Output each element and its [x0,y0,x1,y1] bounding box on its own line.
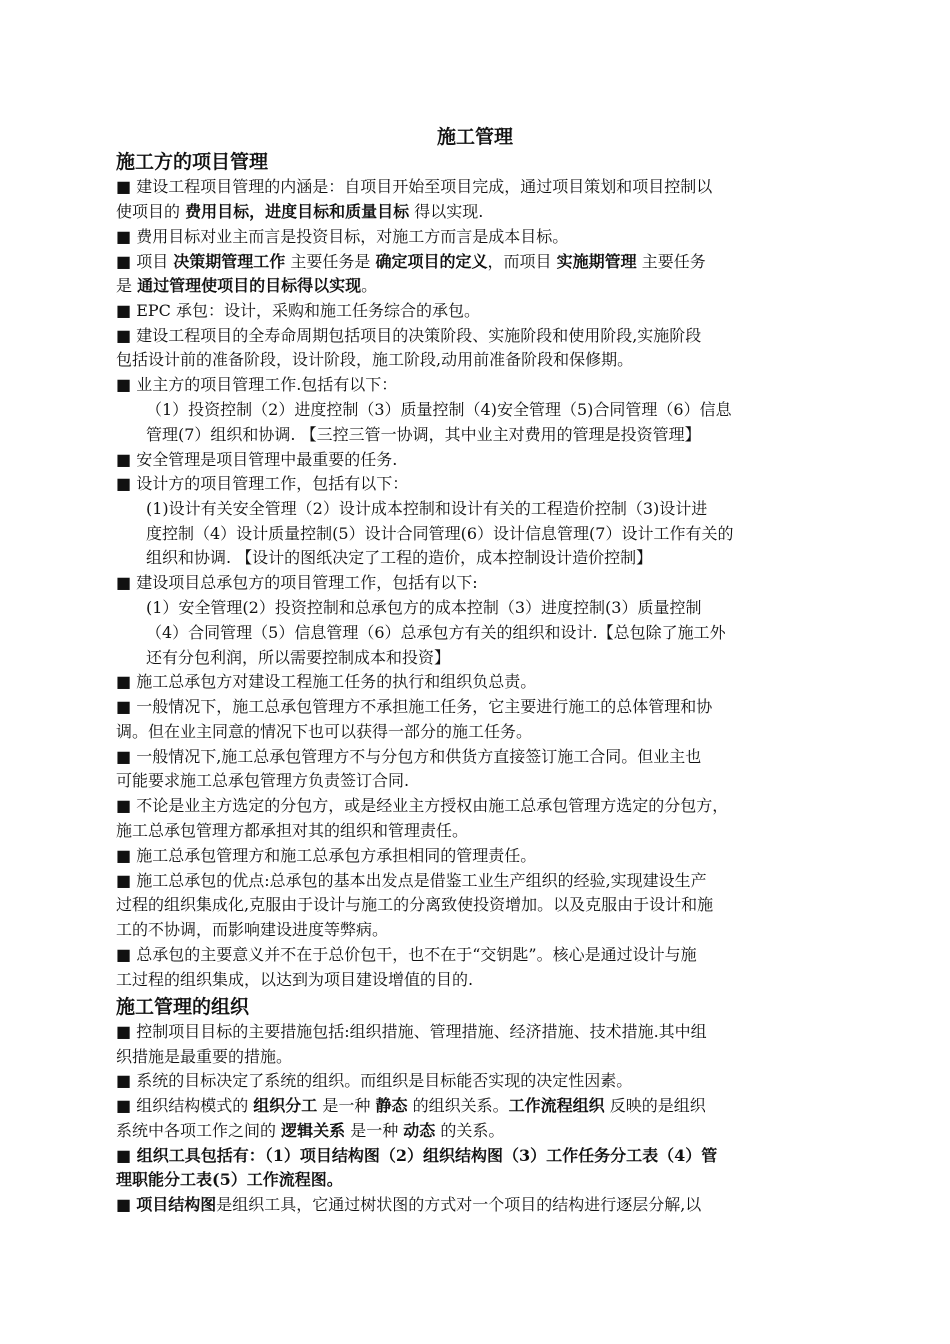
bold-text: 静态 [375,1096,408,1115]
paragraph-line: ■ 一般情况下，施工总承包管理方不承担施工任务，它主要进行施工的总体管理和协 [116,697,713,716]
list-item-line: （1）投资控制（2）进度控制（3）质量控制（4)安全管理（5)合同管理（6）信息 [146,400,732,419]
text-run: 的关系。 [435,1121,505,1140]
paragraph-line: ■ 安全管理是项目管理中最重要的任务. [116,450,398,469]
text-run: 的组织关系。 [407,1096,509,1115]
text-run: 反映的是组织 [604,1096,706,1115]
bold-text: 动态 [403,1121,436,1140]
text-run: 系统中各项工作之间的 [116,1121,282,1140]
section-heading-contractor-project-management: 施工方的项目管理 [116,151,269,173]
paragraph-line: 调。但在业主同意的情况下也可以获得一部分的施工任务。 [116,722,533,741]
paragraph-line-bold: ■ 组织工具包括有：（1）项目结构图（2）组织结构图（3）工作任务分工表（4）管 [116,1146,718,1165]
list-item-line: 还有分包利润，所以需要控制成本和投资】 [146,648,451,667]
paragraph-line: ■ 控制项目目标的主要措施包括:组织措施、管理措施、经济措施、技术措施.其中组 [116,1022,707,1041]
text-run: 是一种 [317,1096,376,1115]
paragraph-line: ■ 系统的目标决定了系统的组织。而组织是目标能否实现的决定性因素。 [116,1071,633,1090]
bold-text: 实施期管理 [556,252,637,271]
paragraph-line [116,1094,706,1118]
paragraph-line: ■ 建设工程项目管理的内涵是：自项目开始至项目完成，通过项目策划和项目控制以 [116,177,713,196]
paragraph-line: 工的不协调，而影响建设进度等弊病。 [116,920,389,939]
list-item-line: （4）合同管理（5）信息管理（6）总承包方有关的组织和设计.【总包除了施工外 [146,623,726,642]
bold-text: 费用目标，进度目标和质量目标 [185,202,410,221]
paragraph-line [116,250,706,274]
paragraph-line: ■ 施工总承包方对建设工程施工任务的执行和组织负总责。 [116,672,537,691]
bold-text: 逻辑关系 [281,1121,346,1140]
text-run: ■ 项目 [116,252,174,271]
bold-text: 确定项目的定义 [375,252,488,271]
section-heading-construction-organization: 施工管理的组织 [116,996,250,1018]
paragraph-line: ■ 设计方的项目管理工作，包括有以下： [116,474,409,493]
paragraph-line: ■ 费用目标对业主而言是投资目标，对施工方而言是成本目标。 [116,227,569,246]
bold-text: 通过管理使项目的目标得以实现 [137,276,362,295]
text-run: ■ [116,1195,137,1214]
list-item-line: 度控制（4）设计质量控制(5）设计合同管理(6）设计信息管理(7）设计工作有关的 [146,524,734,543]
text-run: 得以实现. [409,202,484,221]
text-run: ■ 组织结构模式的 [116,1096,254,1115]
text-run: 使项目的 [116,202,186,221]
document-title: 施工管理 [436,126,513,148]
paragraph-line: ■ 总承包的主要意义并不在于总价包干，也不在于“交钥匙”。核心是通过设计与施 [116,945,697,964]
paragraph-line: 包括设计前的准备阶段，设计阶段，施工阶段,动用前准备阶段和保修期。 [116,350,634,369]
paragraph-line: ■ 建设工程项目的全寿命周期包括项目的决策阶段、实施阶段和使用阶段,实施阶段 [116,326,702,345]
bold-text: 决策期管理工作 [173,252,286,271]
paragraph-line: 织措施是最重要的措施。 [116,1047,293,1066]
bold-text: 工作流程组织 [508,1096,605,1115]
paragraph-line: 施工总承包管理方都承担对其的组织和管理责任。 [116,821,469,840]
list-item-line: 管理(7）组织和协调. 【三控三管一协调，其中业主对费用的管理是投资管理】 [146,425,701,444]
paragraph-line: ■ 建设项目总承包方的项目管理工作，包括有以下: [116,573,478,592]
paragraph-line: ■ 不论是业主方选定的分包方，或是经业主方授权由施工总承包管理方选定的分包方， [116,796,729,815]
paragraph-line: ■ EPC 承包：设计，采购和施工任务综合的承包。 [116,301,480,320]
paragraph-line [116,274,377,298]
paragraph-line: ■ 一般情况下,施工总承包管理方不与分包方和供货方直接签订施工合同。但业主也 [116,747,702,766]
text-run: 。 [361,276,378,295]
paragraph-line: 过程的组织集成化,克服由于设计与施工的分离致使投资增加。以及克服由于设计和施 [116,895,714,914]
text-run: 主要任务 [636,252,706,271]
bold-text: 组织分工 [253,1096,318,1115]
paragraph-line-bold: 理职能分工表(5）工作流程图。 [116,1170,343,1189]
paragraph-line: 工过程的组织集成，以达到为项目建设增值的目的. [116,970,474,989]
list-item-line: (1)设计有关安全管理（2）设计成本控制和设计有关的工程造价控制（3)设计进 [146,499,708,518]
text-run: 是一种 [345,1121,404,1140]
paragraph-line [116,200,483,224]
paragraph-line: 可能要求施工总承包管理方负责签订合同. [116,771,410,790]
paragraph-line: ■ 施工总承包管理方和施工总承包方承担相同的管理责任。 [116,846,537,865]
paragraph-line [116,1193,701,1217]
text-run: 是组织工具，它通过树状图的方式对一个项目的结构进行逐层分解,以 [216,1195,702,1214]
bold-text: 项目结构图 [136,1195,217,1214]
list-item-line: 组织和协调. 【设计的图纸决定了工程的造价，成本控制设计造价控制】 [146,548,653,567]
list-item-line: (1）安全管理(2）投资控制和总承包方的成本控制（3）进度控制(3）质量控制 [146,598,702,617]
paragraph-line [116,1119,504,1143]
paragraph-line: ■ 业主方的项目管理工作.包括有以下： [116,375,398,394]
text-run: 是 [116,276,138,295]
text-run: 主要任务是 [285,252,376,271]
text-run: ，而项目 [487,252,557,271]
paragraph-line: ■ 施工总承包的优点:总承包的基本出发点是借鉴工业生产组织的经验,实现建设生产 [116,871,707,890]
